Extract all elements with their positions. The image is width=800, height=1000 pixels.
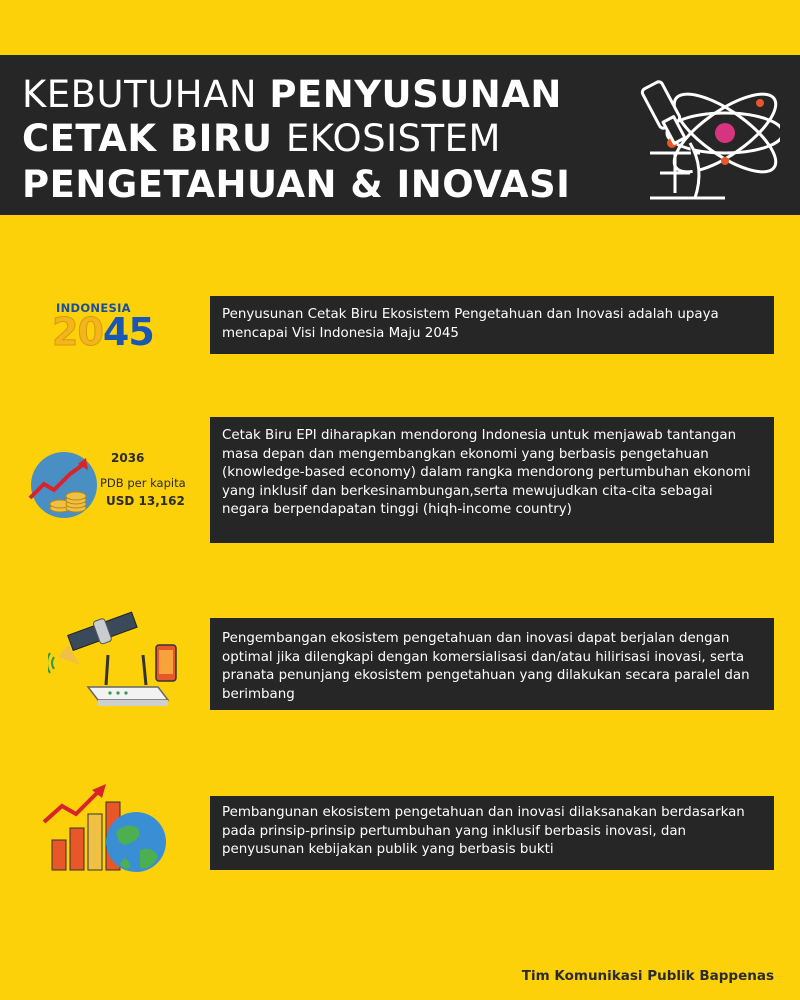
logo-year-second: 45 xyxy=(102,310,154,354)
logo-year-first: 20 xyxy=(52,310,103,354)
gdp-growth-coins-icon xyxy=(24,450,104,520)
pdb-value: USD 13,162 xyxy=(106,494,185,508)
title-line-3 xyxy=(22,163,570,206)
info-panel-1 xyxy=(210,296,774,354)
indonesia-label: INDONESIA xyxy=(56,301,131,315)
info-panel-4 xyxy=(210,796,774,870)
info-text: Penyusunan Cetak Biru Ekosistem Pengetahuan dan Inovasi adalah upaya mencapai Visi Indonesia Maju 2045 xyxy=(222,307,719,341)
title-bold-text: PENYUSUNAN xyxy=(269,73,562,116)
title-bold-text: CETAK BIRU xyxy=(22,117,286,160)
info-panel-3 xyxy=(210,618,774,710)
science-microscope-atom-icon xyxy=(630,73,780,223)
info-panel-2 xyxy=(210,417,774,543)
satellite-router-phone-icon xyxy=(48,605,188,715)
title-bold-text: PENGETAHUAN & INOVASI xyxy=(22,163,571,206)
growth-chart-globe-icon xyxy=(40,780,170,880)
info-text: Cetak Biru EPI diharapkan mendorong Indonesia untuk menjawab tantangan masa depan dan mengembangkan ekonomi yang berbasis pengetahuan (knowledge-based economy) dalam rangka mendorong pertumbuhan ekonomi yang inklusif dan berkesinambungan,serta mewujudkan cita-cita sebagai negara berpendapatan tinggi (hiqh-income country) xyxy=(222,428,751,517)
title-line-2 xyxy=(22,117,501,160)
title-line-1 xyxy=(22,73,562,116)
footer-credit: Tim Komunikasi Publik Bappenas xyxy=(521,968,774,984)
pdb-label: PDB per kapita xyxy=(100,476,186,490)
title-light-text: EKOSISTEM xyxy=(285,117,501,160)
header-banner xyxy=(0,55,800,215)
pdb-year: 2036 xyxy=(111,451,145,465)
indonesia-2045-logo xyxy=(52,312,154,352)
info-text: Pengembangan ekosistem pengetahuan dan inovasi dapat berjalan dengan optimal jika dilengkapi dengan komersialisasi dan/atau hilirisasi inovasi, serta pranata penunjang ekosistem pengetahuan yang dilakukan secara paralel dan berimbang xyxy=(222,631,750,702)
title-light-text: KEBUTUHAN xyxy=(22,73,270,116)
info-text: Pembangunan ekosistem pengetahuan dan inovasi dilaksanakan berdasarkan pada prinsip-prinsip pertumbuhan yang inklusif berbasis inovasi, dan penyusunan kebijakan publik yang berbasis bukti xyxy=(222,805,745,857)
